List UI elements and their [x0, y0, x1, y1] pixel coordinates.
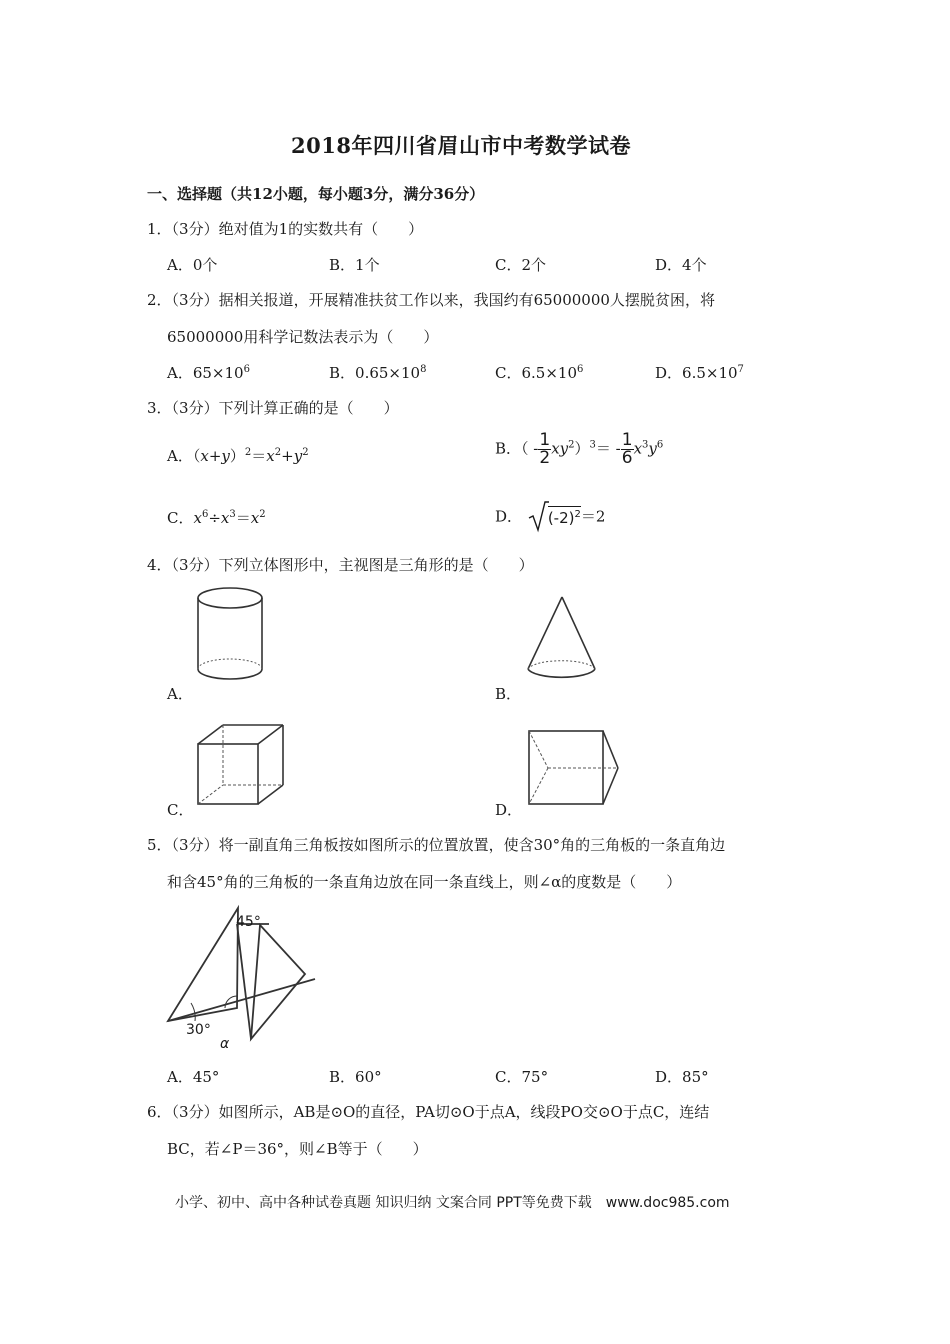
question-5-option-a: A．45° — [167, 1068, 220, 1086]
question-6-stem-line1: 6．（3分）如图所示，AB是⊙O的直径，PA切⊙O于点A，线段PO交⊙O于点C，连结 — [147, 1103, 710, 1121]
page-title: 2018年四川省眉山市中考数学试卷 — [291, 133, 631, 158]
question-2-option-c: C．$6.5\times 10^6$ — [495, 364, 584, 382]
question-4-option-d: D． — [495, 801, 523, 819]
question-1-option-c: C．2个 — [495, 256, 547, 274]
figure-label-45: 45° — [236, 914, 261, 930]
question-2-option-a: A．$65\times 10^6$ — [167, 364, 250, 382]
fraction-one-half: $\frac{1}{2}$ — [539, 430, 551, 468]
question-5-option-c: C．75° — [495, 1068, 549, 1086]
fraction-one-sixth: $\frac{1}{6}$ — [621, 430, 633, 468]
cone-figure — [525, 594, 605, 694]
cylinder-figure — [196, 585, 276, 685]
question-3-stem: 3．（3分）下列计算正确的是（ ） — [147, 399, 399, 417]
question-2-option-d: D．$6.5\times 10^7$ — [655, 364, 744, 382]
question-3-option-d: D． $(-2)^2=2$ — [495, 500, 605, 532]
question-5-stem-line2: 和含45°角的三角板的一条直角边放在同一条直线上，则∠α的度数是（ ） — [167, 873, 682, 891]
question-2-option-b: B．$0.65\times 10^8$ — [329, 364, 427, 382]
page-footer: 小学、初中、高中各种试卷真题 知识归纳 文案合同 PPT等免费下载 www.doc985.com — [175, 1195, 730, 1211]
question-3-option-c: C．$x^6\div x^3=x^2$ — [167, 509, 266, 527]
question-1-option-a: A．0个 — [167, 256, 218, 274]
question-4-stem: 4．（3分）下列立体图形中，主视图是三角形的是（ ） — [147, 556, 534, 574]
question-1-option-d: D．4个 — [655, 256, 707, 274]
question-3-option-a: A．$(x+y)^2=x^2+y^2$ — [167, 447, 309, 465]
figure-label-alpha: α — [220, 1036, 230, 1052]
question-2-stem-line1: 2．（3分）据相关报道，开展精准扶贫工作以来，我国约有65000000人摆脱贫困，将 — [147, 291, 715, 309]
question-2-stem-line2: 65000000用科学记数法表示为（ ） — [167, 328, 439, 346]
question-3-option-b: B．（ - $\frac{1}{2}$ $xy^2)^3=$ - $\frac{1}{6}$ $x^3y^6$ — [495, 430, 664, 468]
sqrt-sign — [527, 500, 549, 532]
cube-figure — [195, 722, 295, 812]
question-6-stem-line2: BC，若∠P＝36°，则∠B等于（ ） — [167, 1140, 428, 1158]
question-5-stem-line1: 5．（3分）将一副直角三角板按如图所示的位置放置，使含30°角的三角板的一条直角边 — [147, 836, 726, 854]
question-1-option-b: B．1个 — [329, 256, 380, 274]
section-header: 一、选择题（共12小题，每小题3分，满分36分） — [147, 185, 485, 203]
question-4-option-c: C． — [167, 801, 194, 819]
question-1-stem: 1．（3分）绝对值为1的实数共有（ ） — [147, 220, 424, 238]
figure-label-30: 30° — [186, 1022, 211, 1038]
question-5-option-d: D．85° — [655, 1068, 709, 1086]
prism-figure — [526, 728, 626, 813]
question-4-option-a: A． — [167, 685, 193, 703]
question-5-option-b: B．60° — [329, 1068, 382, 1086]
question-4-option-b: B． — [495, 685, 522, 703]
